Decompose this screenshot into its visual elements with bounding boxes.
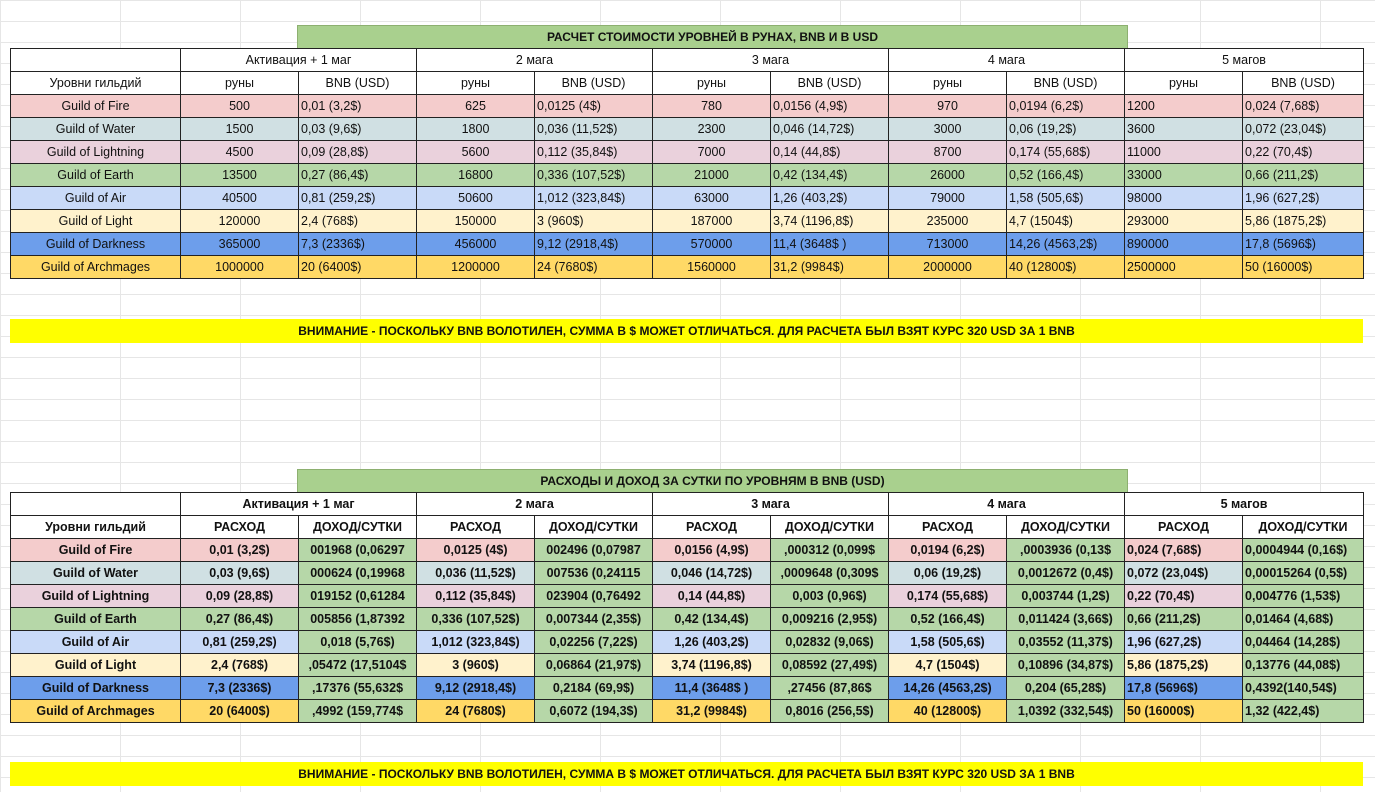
table-cell[interactable]: 0,66 (211,2$) <box>1243 164 1364 187</box>
table-cell[interactable]: 2500000 <box>1125 256 1243 279</box>
table-cell[interactable]: 293000 <box>1125 210 1243 233</box>
table-cell[interactable]: 1000000 <box>181 256 299 279</box>
table-cell[interactable]: ,4992 (159,774$ <box>299 700 417 723</box>
table-cell[interactable]: 0,0012672 (0,4$) <box>1007 562 1125 585</box>
sub-header-expense: РАСХОД <box>417 516 535 539</box>
table-cell[interactable]: 14,26 (4563,2$) <box>1007 233 1125 256</box>
table-cell[interactable]: 780 <box>653 95 771 118</box>
sub-header-runes: руны <box>181 72 299 95</box>
table-cell[interactable]: 1,26 (403,2$) <box>653 631 771 654</box>
table-cell[interactable]: 1,0392 (332,54$) <box>1007 700 1125 723</box>
table-cell[interactable]: 7,3 (2336$) <box>181 677 299 700</box>
table-row <box>11 700 1364 723</box>
table-cell[interactable]: ,27456 (87,86$ <box>771 677 889 700</box>
table-row <box>11 233 1364 256</box>
sub-header-runes: руны <box>417 72 535 95</box>
table-cell[interactable]: 023904 (0,76492 <box>535 585 653 608</box>
table-cell[interactable]: 0,036 (11,52$) <box>417 562 535 585</box>
table-cell[interactable]: 0,06 (19,2$) <box>889 562 1007 585</box>
top-table-title: РАСЧЕТ СТОИМОСТИ УРОВНЕЙ В РУНАХ, BNB И В USD <box>297 25 1128 49</box>
table-cell[interactable]: 0,52 (166,4$) <box>889 608 1007 631</box>
table-cell[interactable]: 0,09 (28,8$) <box>181 585 299 608</box>
group-header: Активация + 1 маг <box>181 49 417 72</box>
table-cell[interactable]: 20 (6400$) <box>299 256 417 279</box>
guild-name-cell[interactable]: Guild of Light <box>11 654 181 677</box>
table-cell[interactable]: 0,00015264 (0,5$) <box>1243 562 1364 585</box>
group-header: 3 мага <box>653 493 889 516</box>
guild-name-cell[interactable]: Guild of Water <box>11 118 181 141</box>
table-cell[interactable]: 0,0156 (4,9$) <box>653 539 771 562</box>
table-cell[interactable]: 63000 <box>653 187 771 210</box>
table-cell[interactable]: 3 (960$) <box>535 210 653 233</box>
table-cell[interactable]: ,17376 (55,632$ <box>299 677 417 700</box>
table-cell[interactable]: 0,003 (0,96$) <box>771 585 889 608</box>
guild-name-cell[interactable]: Guild of Air <box>11 187 181 210</box>
table-cell[interactable]: 0,14 (44,8$) <box>771 141 889 164</box>
group-header: 5 магов <box>1125 49 1364 72</box>
table-cell[interactable]: 0,024 (7,68$) <box>1243 95 1364 118</box>
sub-header-bnb: BNB (USD) <box>535 72 653 95</box>
guild-name-cell[interactable]: Guild of Lightning <box>11 585 181 608</box>
table-cell[interactable]: 0,14 (44,8$) <box>653 585 771 608</box>
table-cell[interactable]: 4500 <box>181 141 299 164</box>
table-cell[interactable]: 0,13776 (44,08$) <box>1243 654 1364 677</box>
table-cell[interactable]: 0,03552 (11,37$) <box>1007 631 1125 654</box>
table-cell[interactable]: 0,52 (166,4$) <box>1007 164 1125 187</box>
table-cell[interactable]: 1,96 (627,2$) <box>1125 631 1243 654</box>
table-cell[interactable]: 1800 <box>417 118 535 141</box>
table-cell[interactable]: 5600 <box>417 141 535 164</box>
table-cell[interactable]: 0,072 (23,04$) <box>1125 562 1243 585</box>
table-cell[interactable]: 0,018 (5,76$) <box>299 631 417 654</box>
table-cell[interactable]: 1,32 (422,4$) <box>1243 700 1364 723</box>
table-cell[interactable]: 1,58 (505,6$) <box>889 631 1007 654</box>
table-cell[interactable]: 0,0125 (4$) <box>535 95 653 118</box>
guild-name-cell[interactable]: Guild of Fire <box>11 95 181 118</box>
table-cell[interactable]: 3600 <box>1125 118 1243 141</box>
group-header: 5 магов <box>1125 493 1364 516</box>
sub-header-expense: РАСХОД <box>889 516 1007 539</box>
table-cell[interactable]: 0,66 (211,2$) <box>1125 608 1243 631</box>
table-cell[interactable]: 9,12 (2918,4$) <box>535 233 653 256</box>
table-cell[interactable]: 000624 (0,19968 <box>299 562 417 585</box>
table-cell[interactable]: 0,8016 (256,5$) <box>771 700 889 723</box>
table-cell[interactable]: 0,0194 (6,2$) <box>889 539 1007 562</box>
table-cell[interactable]: 24 (7680$) <box>417 700 535 723</box>
table-cell[interactable]: 40 (12800$) <box>1007 256 1125 279</box>
group-header-row <box>11 49 1364 72</box>
guild-name-cell[interactable]: Guild of Archmages <box>11 256 181 279</box>
table-cell[interactable]: 7,3 (2336$) <box>299 233 417 256</box>
table-cell[interactable]: 5,86 (1875,2$) <box>1243 210 1364 233</box>
table-cell[interactable]: 1500 <box>181 118 299 141</box>
table-cell[interactable]: 0,22 (70,4$) <box>1243 141 1364 164</box>
sub-header-bnb: BNB (USD) <box>771 72 889 95</box>
table-cell[interactable]: 001968 (0,06297 <box>299 539 417 562</box>
group-header: 3 мага <box>653 49 889 72</box>
volatility-warning-1: ВНИМАНИЕ - ПОСКОЛЬКУ BNB ВОЛОТИЛЕН, СУММА В $ МОЖЕТ ОТЛИЧАТЬСЯ. ДЛЯ РАСЧЕТА БЫЛ ВЗЯТ КУРС 320 USD ЗА 1 BNB <box>10 319 1363 343</box>
table-cell[interactable]: 187000 <box>653 210 771 233</box>
table-cell[interactable]: 0,03 (9,6$) <box>299 118 417 141</box>
table-row <box>11 141 1364 164</box>
guild-name-cell[interactable]: Guild of Earth <box>11 164 181 187</box>
guild-name-cell[interactable]: Guild of Water <box>11 562 181 585</box>
table-cell[interactable]: 365000 <box>181 233 299 256</box>
table-cell[interactable]: 570000 <box>653 233 771 256</box>
table-cell[interactable]: 79000 <box>889 187 1007 210</box>
table-cell[interactable]: 3,74 (1196,8$) <box>653 654 771 677</box>
sub-header-runes: руны <box>1125 72 1243 95</box>
table-cell[interactable]: 0,06 (19,2$) <box>1007 118 1125 141</box>
table-cell[interactable]: 1,58 (505,6$) <box>1007 187 1125 210</box>
table-cell[interactable]: 1200000 <box>417 256 535 279</box>
sub-header-row <box>11 516 1364 539</box>
table-cell[interactable]: 2,4 (768$) <box>299 210 417 233</box>
table-cell[interactable]: 0,27 (86,4$) <box>299 164 417 187</box>
table-cell[interactable]: 16800 <box>417 164 535 187</box>
table-cell[interactable]: ,05472 (17,5104$ <box>299 654 417 677</box>
table-cell[interactable]: 0,81 (259,2$) <box>181 631 299 654</box>
table-cell[interactable]: 0,01 (3,2$) <box>181 539 299 562</box>
table-cell[interactable]: 0,024 (7,68$) <box>1125 539 1243 562</box>
table-cell[interactable]: 007536 (0,24115 <box>535 562 653 585</box>
table-cell[interactable]: 890000 <box>1125 233 1243 256</box>
table-cell[interactable]: 0,06864 (21,97$) <box>535 654 653 677</box>
table-cell[interactable]: 20 (6400$) <box>181 700 299 723</box>
sub-header-expense: РАСХОД <box>1125 516 1243 539</box>
guild-name-cell[interactable]: Guild of Light <box>11 210 181 233</box>
table-cell[interactable]: 0,336 (107,52$) <box>535 164 653 187</box>
table-cell[interactable]: 5,86 (1875,2$) <box>1125 654 1243 677</box>
table-cell[interactable]: 3,74 (1196,8$) <box>771 210 889 233</box>
table-cell[interactable]: 713000 <box>889 233 1007 256</box>
table-cell[interactable]: 0,0125 (4$) <box>417 539 535 562</box>
guild-name-cell[interactable]: Guild of Fire <box>11 539 181 562</box>
table-cell[interactable]: 456000 <box>417 233 535 256</box>
sub-header-bnb: BNB (USD) <box>1007 72 1125 95</box>
table-row <box>11 677 1364 700</box>
group-header: 2 мага <box>417 493 653 516</box>
table-cell[interactable]: 11,4 (3648$ ) <box>653 677 771 700</box>
table-cell[interactable]: 9,12 (2918,4$) <box>417 677 535 700</box>
table-cell[interactable]: 120000 <box>181 210 299 233</box>
table-cell[interactable]: 40500 <box>181 187 299 210</box>
table-cell[interactable]: ,0003936 (0,13$ <box>1007 539 1125 562</box>
table-cell[interactable]: 33000 <box>1125 164 1243 187</box>
daily-income-table <box>10 492 1364 723</box>
table-cell[interactable]: 0,072 (23,04$) <box>1243 118 1364 141</box>
sub-header-runes: руны <box>653 72 771 95</box>
table-cell[interactable]: 31,2 (9984$) <box>653 700 771 723</box>
table-cell[interactable]: 0,174 (55,68$) <box>1007 141 1125 164</box>
table-cell[interactable]: 1,012 (323,84$) <box>417 631 535 654</box>
table-cell[interactable]: 970 <box>889 95 1007 118</box>
table-cell[interactable]: 019152 (0,61284 <box>299 585 417 608</box>
row-header-label: Уровни гильдий <box>11 72 181 95</box>
sub-header-bnb: BNB (USD) <box>1243 72 1364 95</box>
corner-cell <box>11 49 181 72</box>
group-header-row <box>11 493 1364 516</box>
table-row <box>11 539 1364 562</box>
table-cell[interactable]: 98000 <box>1125 187 1243 210</box>
table-cell[interactable]: 50600 <box>417 187 535 210</box>
table-cell[interactable]: 0,036 (11,52$) <box>535 118 653 141</box>
table-cell[interactable]: 500 <box>181 95 299 118</box>
table-cell[interactable]: 0,27 (86,4$) <box>181 608 299 631</box>
guild-name-cell[interactable]: Guild of Darkness <box>11 677 181 700</box>
sub-header-income: ДОХОД/СУТКИ <box>1007 516 1125 539</box>
table-cell[interactable]: 1560000 <box>653 256 771 279</box>
table-cell[interactable]: 3000 <box>889 118 1007 141</box>
table-row <box>11 562 1364 585</box>
table-row <box>11 95 1364 118</box>
table-cell[interactable]: 002496 (0,07987 <box>535 539 653 562</box>
volatility-warning-2: ВНИМАНИЕ - ПОСКОЛЬКУ BNB ВОЛОТИЛЕН, СУММА В $ МОЖЕТ ОТЛИЧАТЬСЯ. ДЛЯ РАСЧЕТА БЫЛ ВЗЯТ КУРС 320 USD ЗА 1 BNB <box>10 762 1363 786</box>
table-cell[interactable]: 0,01 (3,2$) <box>299 95 417 118</box>
table-cell[interactable]: 1200 <box>1125 95 1243 118</box>
table-cell[interactable]: 0,2184 (69,9$) <box>535 677 653 700</box>
table-cell[interactable]: 17,8 (5696$) <box>1243 233 1364 256</box>
table-cell[interactable]: 0,0156 (4,9$) <box>771 95 889 118</box>
table-cell[interactable]: 14,26 (4563,2$) <box>889 677 1007 700</box>
table-cell[interactable]: 005856 (1,87392 <box>299 608 417 631</box>
table-row <box>11 654 1364 677</box>
table-cell[interactable]: 21000 <box>653 164 771 187</box>
sub-header-income: ДОХОД/СУТКИ <box>771 516 889 539</box>
table-row <box>11 164 1364 187</box>
table-cell[interactable]: 0,02256 (7,22$) <box>535 631 653 654</box>
table-cell[interactable]: 0,112 (35,84$) <box>417 585 535 608</box>
guild-name-cell[interactable]: Guild of Darkness <box>11 233 181 256</box>
table-row <box>11 187 1364 210</box>
table-cell[interactable]: 0,004776 (1,53$) <box>1243 585 1364 608</box>
table-cell[interactable]: 1,012 (323,84$) <box>535 187 653 210</box>
group-header: 4 мага <box>889 493 1125 516</box>
table-row <box>11 631 1364 654</box>
sub-header-bnb: BNB (USD) <box>299 72 417 95</box>
table-cell[interactable]: 0,42 (134,4$) <box>771 164 889 187</box>
sub-header-income: ДОХОД/СУТКИ <box>535 516 653 539</box>
rune-cost-table <box>10 48 1364 279</box>
bottom-table-title: РАСХОДЫ И ДОХОД ЗА СУТКИ ПО УРОВНЯМ В BNB (USD) <box>297 469 1128 493</box>
table-cell[interactable]: 0,007344 (2,35$) <box>535 608 653 631</box>
table-cell[interactable]: 0,10896 (34,87$) <box>1007 654 1125 677</box>
table-cell[interactable]: 24 (7680$) <box>535 256 653 279</box>
table-cell[interactable]: 1,26 (403,2$) <box>771 187 889 210</box>
group-header: 2 мага <box>417 49 653 72</box>
table-cell[interactable]: ,000312 (0,099$ <box>771 539 889 562</box>
table-cell[interactable]: 0,42 (134,4$) <box>653 608 771 631</box>
table-cell[interactable]: ,0009648 (0,309$ <box>771 562 889 585</box>
guild-name-cell[interactable]: Guild of Lightning <box>11 141 181 164</box>
table-cell[interactable]: 0,174 (55,68$) <box>889 585 1007 608</box>
table-cell[interactable]: 0,204 (65,28$) <box>1007 677 1125 700</box>
table-cell[interactable]: 0,03 (9,6$) <box>181 562 299 585</box>
table-cell[interactable]: 50 (16000$) <box>1243 256 1364 279</box>
table-cell[interactable]: 13500 <box>181 164 299 187</box>
table-cell[interactable]: 17,8 (5696$) <box>1125 677 1243 700</box>
table-cell[interactable]: 50 (16000$) <box>1125 700 1243 723</box>
table-row <box>11 608 1364 631</box>
guild-name-cell[interactable]: Guild of Earth <box>11 608 181 631</box>
table-cell[interactable]: 0,011424 (3,66$) <box>1007 608 1125 631</box>
table-cell[interactable]: 0,4392(140,54$) <box>1243 677 1364 700</box>
table-cell[interactable]: 0,09 (28,8$) <box>299 141 417 164</box>
table-cell[interactable]: 0,009216 (2,95$) <box>771 608 889 631</box>
table-cell[interactable]: 4,7 (1504$) <box>889 654 1007 677</box>
table-cell[interactable]: 2300 <box>653 118 771 141</box>
table-cell[interactable]: 26000 <box>889 164 1007 187</box>
table-cell[interactable]: 0,0194 (6,2$) <box>1007 95 1125 118</box>
guild-name-cell[interactable]: Guild of Archmages <box>11 700 181 723</box>
guild-name-cell[interactable]: Guild of Air <box>11 631 181 654</box>
table-cell[interactable]: 0,046 (14,72$) <box>653 562 771 585</box>
sub-header-expense: РАСХОД <box>653 516 771 539</box>
table-row <box>11 256 1364 279</box>
table-cell[interactable]: 235000 <box>889 210 1007 233</box>
table-cell[interactable]: 625 <box>417 95 535 118</box>
table-cell[interactable]: 0,0004944 (0,16$) <box>1243 539 1364 562</box>
table-cell[interactable]: 150000 <box>417 210 535 233</box>
corner-cell <box>11 493 181 516</box>
sub-header-row <box>11 72 1364 95</box>
table-cell[interactable]: 11000 <box>1125 141 1243 164</box>
table-cell[interactable]: 31,2 (9984$) <box>771 256 889 279</box>
table-row <box>11 210 1364 233</box>
row-header-label: Уровни гильдий <box>11 516 181 539</box>
sub-header-income: ДОХОД/СУТКИ <box>1243 516 1364 539</box>
table-cell[interactable]: 8700 <box>889 141 1007 164</box>
table-cell[interactable]: 0,112 (35,84$) <box>535 141 653 164</box>
table-cell[interactable]: 4,7 (1504$) <box>1007 210 1125 233</box>
table-cell[interactable]: 0,01464 (4,68$) <box>1243 608 1364 631</box>
table-row <box>11 118 1364 141</box>
table-cell[interactable]: 0,336 (107,52$) <box>417 608 535 631</box>
table-cell[interactable]: 2000000 <box>889 256 1007 279</box>
table-cell[interactable]: 0,046 (14,72$) <box>771 118 889 141</box>
group-header: Активация + 1 маг <box>181 493 417 516</box>
table-cell[interactable]: 1,96 (627,2$) <box>1243 187 1364 210</box>
table-cell[interactable]: 0,08592 (27,49$) <box>771 654 889 677</box>
table-cell[interactable]: 0,6072 (194,3$) <box>535 700 653 723</box>
table-cell[interactable]: 0,22 (70,4$) <box>1125 585 1243 608</box>
group-header: 4 мага <box>889 49 1125 72</box>
sub-header-expense: РАСХОД <box>181 516 299 539</box>
table-cell[interactable]: 40 (12800$) <box>889 700 1007 723</box>
sub-header-runes: руны <box>889 72 1007 95</box>
table-cell[interactable]: 3 (960$) <box>417 654 535 677</box>
table-cell[interactable]: 0,02832 (9,06$) <box>771 631 889 654</box>
table-cell[interactable]: 2,4 (768$) <box>181 654 299 677</box>
table-cell[interactable]: 0,04464 (14,28$) <box>1243 631 1364 654</box>
table-cell[interactable]: 7000 <box>653 141 771 164</box>
sub-header-income: ДОХОД/СУТКИ <box>299 516 417 539</box>
table-cell[interactable]: 11,4 (3648$ ) <box>771 233 889 256</box>
table-cell[interactable]: 0,81 (259,2$) <box>299 187 417 210</box>
table-row <box>11 585 1364 608</box>
table-cell[interactable]: 0,003744 (1,2$) <box>1007 585 1125 608</box>
